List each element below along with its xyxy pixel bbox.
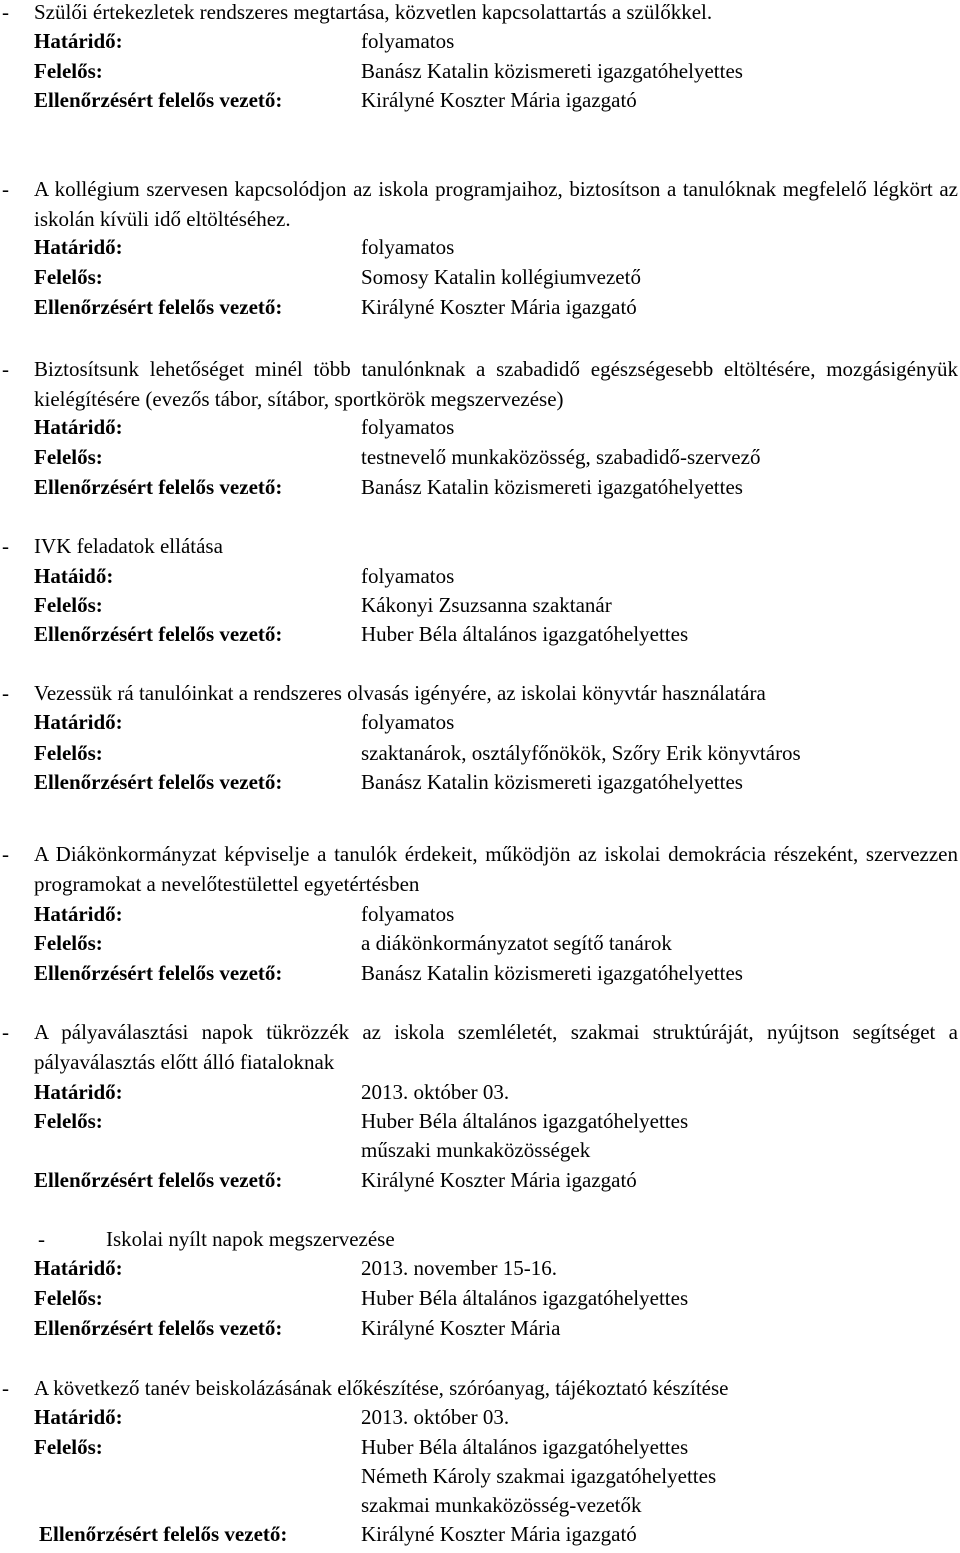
responsible-value-2: Németh Károly szakmai igazgatóhelyettes [361,1464,717,1488]
supervisor-label: Ellenőrzésért felelős vezető: [34,88,283,112]
supervisor-label: Ellenőrzésért felelős vezető: [34,475,283,499]
deadline-value: folyamatos [361,235,455,259]
deadline-value: folyamatos [361,710,455,734]
list-dash: - [2,177,9,201]
responsible-value: Huber Béla általános igazgatóhelyettes [361,1286,689,1310]
supervisor-label: Ellenőrzésért felelős vezető: [34,622,283,646]
task-text: Szülői értekezletek rendszeres megtartása, közvetlen kapcsolattartás a szülőkkel. [34,0,713,24]
list-dash: - [2,1376,9,1400]
responsible-label: Felelős: [34,931,103,955]
task-text: A pályaválasztási napok tükrözzék az iskola szemléletét, szakmai struktúráját, nyújtson segítséget a pályaválasztás előtt álló fiataloknak [34,1020,958,1074]
task-text: Iskolai nyílt napok megszervezése [106,1227,395,1251]
deadline-value: folyamatos [361,564,455,588]
deadline-label: Határidő: [34,710,123,734]
task-text: Biztosítsunk lehetőséget minél több tanulónknak a szabadidő egészségesebb eltöltésére, mozgásigényük kielégítésére (evezős tábor, sítábor, sportkörök megszervezése) [34,357,958,411]
responsible-label: Felelős: [34,1435,103,1459]
deadline-label: Határidő: [34,235,123,259]
list-dash: - [2,357,9,381]
deadline-label: Határidő: [34,902,123,926]
task-text: A kollégium szervesen kapcsolódjon az iskola programjaihoz, biztosítson a tanulóknak megfelelő légkört az iskolán kívüli idő eltöltéséhez. [34,177,958,231]
responsible-value: Banász Katalin közismereti igazgatóhelyettes [361,59,743,83]
supervisor-value: Királyné Koszter Mária [361,1316,561,1340]
deadline-value: folyamatos [361,902,455,926]
responsible-value-3: szakmai munkaközösség-vezetők [361,1493,642,1517]
deadline-label: Határidő: [34,415,123,439]
responsible-value: Huber Béla általános igazgatóhelyettes [361,1435,689,1459]
supervisor-value: Királyné Koszter Mária igazgató [361,1522,637,1546]
deadline-label: Határidő: [34,1080,123,1104]
deadline-label: Határidő: [34,29,123,53]
responsible-value-2: műszaki munkaközösségek [361,1138,591,1162]
responsible-value: Huber Béla általános igazgatóhelyettes [361,1109,689,1133]
responsible-label: Felelős: [34,741,103,765]
list-dash: - [2,534,9,558]
supervisor-value: Banász Katalin közismereti igazgatóhelyettes [361,961,743,985]
supervisor-value: Banász Katalin közismereti igazgatóhelyettes [361,475,743,499]
supervisor-label: Ellenőrzésért felelős vezető: [34,1168,283,1192]
deadline-value: 2013. november 15-16. [361,1256,557,1280]
supervisor-label: Ellenőrzésért felelős vezető: [34,295,283,319]
deadline-value: folyamatos [361,29,455,53]
supervisor-label: Ellenőrzésért felelős vezető: [34,1316,283,1340]
deadline-label: Hatáidő: [34,564,114,588]
deadline-label: Határidő: [34,1405,123,1429]
responsible-value: Kákonyi Zsuzsanna szaktanár [361,593,612,617]
deadline-label: Határidő: [34,1256,123,1280]
responsible-value: a diákönkormányzatot segítő tanárok [361,931,672,955]
task-text: A következő tanév beiskolázásának előkészítése, szóróanyag, tájékoztató készítése [34,1376,729,1400]
task-text: IVK feladatok ellátása [34,534,223,558]
list-dash: - [2,842,9,866]
list-dash: - [2,0,9,24]
responsible-label: Felelős: [34,265,103,289]
responsible-label: Felelős: [34,593,103,617]
supervisor-label: Ellenőrzésért felelős vezető: [39,1522,288,1546]
list-dash: - [2,681,9,705]
list-dash: - [2,1020,9,1044]
supervisor-value: Királyné Koszter Mária igazgató [361,88,637,112]
list-dash: - [38,1227,45,1251]
deadline-value: folyamatos [361,415,455,439]
responsible-value: testnevelő munkaközösség, szabadidő-szervező [361,445,761,469]
responsible-label: Felelős: [34,59,103,83]
deadline-value: 2013. október 03. [361,1405,510,1429]
supervisor-label: Ellenőrzésért felelős vezető: [34,961,283,985]
supervisor-value: Banász Katalin közismereti igazgatóhelyettes [361,770,743,794]
responsible-label: Felelős: [34,1286,103,1310]
supervisor-value: Huber Béla általános igazgatóhelyettes [361,622,689,646]
supervisor-label: Ellenőrzésért felelős vezető: [34,770,283,794]
task-text: A Diákönkormányzat képviselje a tanulók érdekeit, működjön az iskolai demokrácia részeként, szervezzen programokat a nevelőtestülettel egyetértésben [34,842,958,896]
responsible-label: Felelős: [34,445,103,469]
responsible-value: Somosy Katalin kollégiumvezető [361,265,641,289]
deadline-value: 2013. október 03. [361,1080,510,1104]
responsible-value: szaktanárok, osztályfőnökök, Szőry Erik könyvtáros [361,741,801,765]
supervisor-value: Királyné Koszter Mária igazgató [361,1168,637,1192]
supervisor-value: Királyné Koszter Mária igazgató [361,295,637,319]
task-text: Vezessük rá tanulóinkat a rendszeres olvasás igényére, az iskolai könyvtár használatára [34,681,766,705]
responsible-label: Felelős: [34,1109,103,1133]
